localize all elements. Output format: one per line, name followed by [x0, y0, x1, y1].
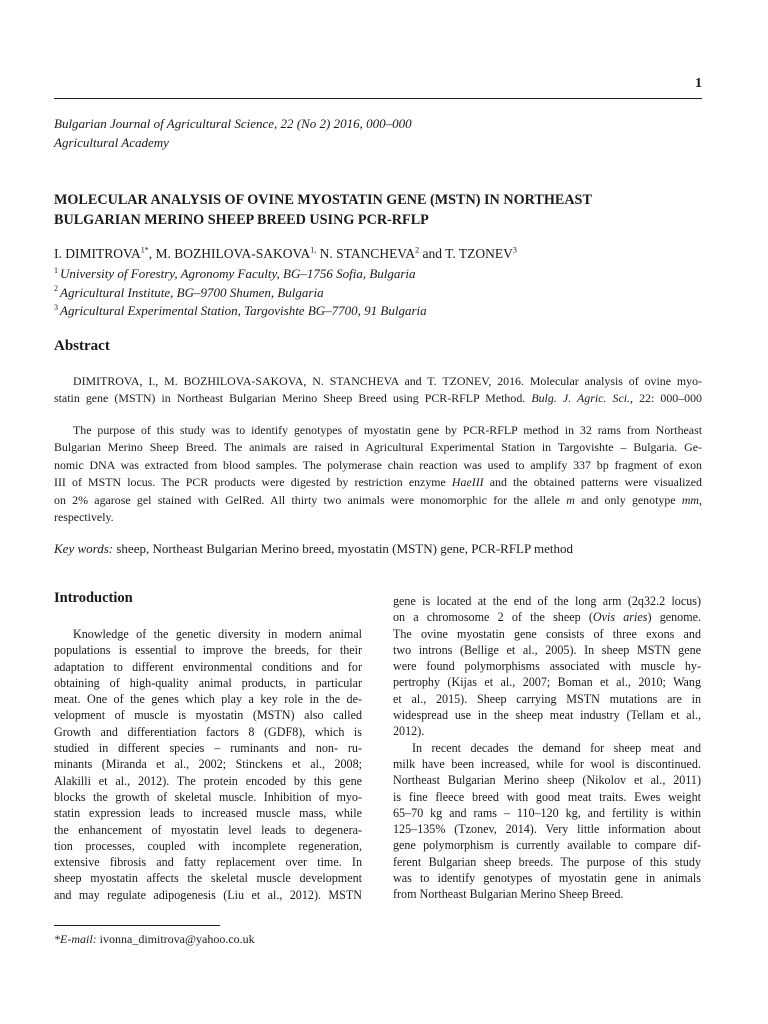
author-name: T. TZONEV: [445, 246, 513, 261]
author-affil-mark: 1,: [310, 245, 317, 255]
author-affil-mark: 1*: [140, 245, 149, 255]
text-line: populations is essential to improve the breeds, for their: [54, 643, 362, 658]
affiliation: [54, 284, 427, 303]
author-name: N. STANCHEVA: [316, 246, 416, 261]
text-line: Knowledge of the genetic diversity in modern animal: [73, 627, 362, 641]
author-affil-mark: 3: [512, 245, 517, 255]
author-separator: ,: [148, 246, 156, 261]
author-name: I. DIMITROVA: [54, 246, 141, 261]
keywords: [54, 541, 573, 557]
text-line: the enhancement of myostatin level leads to degenera-: [54, 822, 362, 837]
text-line: widespread use in the sheep meat industry (Tellam et al.,: [393, 708, 701, 723]
affiliation-text: Agricultural Experimental Station, Targovishte BG–7700, 91 Bulgaria: [60, 303, 427, 318]
text-line: In recent decades the demand for sheep meat and: [412, 740, 701, 755]
affiliation: [54, 265, 427, 284]
text-line: pertrophy (Kijas et al., 2007; Boman et al., 2010; Wang: [393, 675, 701, 690]
footnote-rule: [54, 925, 220, 926]
footnote: [54, 932, 255, 947]
text-run: 22: 000–000: [632, 391, 702, 406]
text-line: and may regulate adipogenesis (Liu et al., 2012). MSTN: [54, 887, 362, 902]
introduction-right-column: [393, 593, 701, 903]
species-name: Ovis aries: [592, 610, 648, 625]
affiliation-text: University of Forestry, Agronomy Faculty, BG–1756 Sofia, Bulgaria: [60, 266, 416, 281]
affiliation-number: 1: [54, 265, 58, 275]
text-line: nomic DNA was extracted from blood samples. The polymerase chain reaction was used to amplify 337 bp fragment of exon: [54, 457, 702, 472]
text-line: sheep myostatin affects the skeletal muscle development: [54, 871, 362, 886]
enzyme-name: HaeIII: [451, 475, 484, 490]
journal-abbrev: Bulg. J. Agric. Sci.,: [531, 391, 633, 406]
text-run: on a chromosome 2 of the sheep (: [393, 610, 593, 625]
footnote-label: *E-mail:: [54, 932, 97, 946]
affiliation: [54, 302, 427, 321]
text-run: ) genome.: [647, 610, 701, 625]
title-line: MOLECULAR ANALYSIS OF OVINE MYOSTATIN GENE (MSTN) IN NORTHEAST: [54, 192, 592, 208]
affiliation-text: Agricultural Institute, BG–9700 Shumen, Bulgaria: [60, 284, 324, 300]
title-line: BULGARIAN MERINO SHEEP BREED USING PCR-RFLP: [54, 212, 429, 228]
author-separator: and: [419, 246, 446, 261]
text-line: [54, 474, 702, 491]
text-line: respectively.: [54, 510, 114, 525]
text-line: 2012).: [393, 724, 425, 739]
text-line: et al., 2015). Sheep carrying MSTN mutations are in: [393, 691, 701, 706]
header-rule: [54, 98, 702, 99]
affiliation-number: 3: [54, 302, 58, 312]
text-line: 125–135% (Tzonev, 2014). Very little information about: [393, 822, 701, 837]
authors: [54, 245, 517, 263]
text-line: The purpose of this study was to identify genotypes of myostatin gene by PCR-RFLP method in 32 rams from Northeast: [73, 423, 702, 437]
text-run: statin gene (MSTN) in Northeast Bulgarian Merino Sheep Breed using PCR-RFLP Method.: [54, 391, 532, 406]
text-line: meat. One of the genes which play a key role in the de-: [54, 692, 362, 707]
allele-name: m: [566, 492, 575, 507]
abstract-summary: [54, 422, 702, 526]
text-line: ferent Bulgarian sheep breeds. The purpose of this study: [393, 854, 701, 869]
text-line: Growth and differentiation factors 8 (GDF8), which is: [54, 724, 362, 739]
text-line: DIMITROVA, I., M. BOZHILOVA-SAKOVA, N. STANCHEVA and T. TZONEV, 2016. Molecular analysis of ovine myo-: [73, 374, 702, 388]
text-line: velopment of muscle is myostatin (MSTN) also called: [54, 708, 362, 723]
text-run: on 2% agarose gel stained with GelRed. All thirty two animals were monomorphic for the allele: [54, 492, 567, 507]
text-line: [54, 492, 702, 509]
text-run: III of MSTN locus. The PCR products were digested by restriction enzyme: [54, 475, 452, 490]
genotype-name: mm: [681, 492, 700, 507]
text-line: from Northeast Bulgarian Merino Sheep Breed.: [393, 887, 624, 902]
affiliations: [54, 265, 427, 321]
text-line: studied in different species – ruminants and non- ru-: [54, 741, 362, 756]
text-line: was to identify genotypes of myostatin gene in animals: [393, 871, 701, 886]
text-line: milk have been increased, while for wool is discontinued.: [393, 756, 701, 771]
text-line: statin expression leads to increased muscle mass, while: [54, 806, 362, 821]
text-line: minants (Miranda et al., 2002; Stinckens et al., 2008;: [54, 757, 362, 772]
text-line: adaptation to different environmental conditions and for: [54, 659, 362, 674]
text-run: and only genotype: [574, 492, 682, 507]
abstract-citation: [54, 373, 702, 408]
text-line: were found polymorphisms associated with muscle hy-: [393, 659, 701, 674]
text-line: tion processes, coupled with incomplete regeneration,: [54, 838, 362, 853]
author-affil-mark: 2: [415, 245, 420, 255]
text-line: two introns (Bellige et al., 2005). In sheep MSTN gene: [393, 642, 701, 657]
text-line: Northeast Bulgarian Merino sheep (Nikolov et al., 2011): [393, 773, 701, 788]
affiliation-number: 2: [54, 284, 58, 294]
text-line: 65–70 kg and rams – 110–120 kg, and fertility is within: [393, 805, 701, 820]
text-line: gene polymorphism is currently available to compare dif-: [393, 838, 701, 853]
author-name: M. BOZHILOVA-SAKOVA: [155, 246, 311, 261]
text-line: extensive fibrosis and fatty replacement over time. In: [54, 855, 362, 870]
text-line: Alakilli et al., 2012). The protein encoded by this gene: [54, 773, 362, 788]
journal-name: Bulgarian Journal of Agricultural Science, 22 (No 2) 2016, 000–000: [54, 116, 412, 131]
text-line: blocks the growth of skeletal muscle. Inhibition of myo-: [54, 789, 362, 804]
text-line: [393, 609, 701, 625]
text-run: ,: [699, 492, 702, 507]
text-line: [54, 390, 702, 407]
footnote-email: ivonna_dimitrova@yahoo.co.uk: [96, 932, 255, 946]
publisher: Agricultural Academy: [54, 135, 169, 150]
text-line: Bulgarian Merino Sheep Breed. The animals are raised in Agricultural Experimental Station in Targovishte – Bulgaria. Ge-: [54, 440, 702, 455]
text-line: gene is located at the end of the long arm (2q32.2 locus): [393, 594, 701, 608]
journal-info: [54, 114, 412, 152]
text-line: obtaining of high-quality animal products, in particular: [54, 675, 362, 690]
keywords-label: Key words:: [54, 541, 114, 556]
article-title: [54, 190, 714, 230]
keywords-text: sheep, Northeast Bulgarian Merino breed, myostatin (MSTN) gene, PCR-RFLP method: [113, 541, 573, 556]
page-number: 1: [695, 76, 702, 91]
text-line: The ovine myostatin gene consists of three exons and: [393, 626, 701, 641]
introduction-left-column: [54, 626, 362, 903]
text-line: is fine fleece breed with good meat traits. Ewes weight: [393, 789, 701, 804]
introduction-heading: Introduction: [54, 590, 133, 606]
text-run: and the obtained patterns were visualized: [483, 475, 702, 490]
abstract-heading: Abstract: [54, 338, 110, 354]
